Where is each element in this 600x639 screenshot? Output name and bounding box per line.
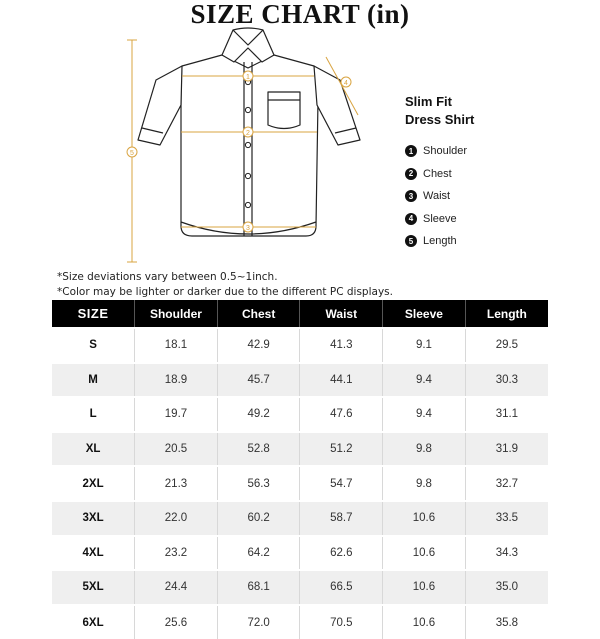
product-type: Dress Shirt — [405, 112, 475, 127]
legend-label: Shoulder — [423, 145, 468, 158]
header-shoulder: Shoulder — [135, 300, 218, 328]
shirt-diagram — [0, 0, 600, 270]
legend-item-length — [405, 230, 467, 253]
cell-shoulder: 19.7 — [135, 397, 218, 432]
header-length: Length — [465, 300, 548, 328]
cell-chest: 45.7 — [217, 363, 300, 398]
measurement-legend — [405, 140, 467, 253]
size-notes — [57, 270, 393, 300]
table-row — [52, 397, 548, 432]
cell-shoulder: 18.1 — [135, 328, 218, 363]
legend-item-waist — [405, 185, 467, 208]
cell-length: 32.7 — [465, 466, 548, 501]
cell-length: 31.9 — [465, 432, 548, 467]
cell-shoulder: 18.9 — [135, 363, 218, 398]
table-row — [52, 432, 548, 467]
cell-chest: 56.3 — [217, 466, 300, 501]
table-row — [52, 605, 548, 639]
note-size-deviation: *Size deviations vary between 0.5~1inch. — [57, 271, 278, 283]
cell-sleeve: 9.4 — [383, 363, 466, 398]
cell-length: 29.5 — [465, 328, 548, 363]
cell-waist: 44.1 — [300, 363, 383, 398]
cell-sleeve: 9.8 — [383, 466, 466, 501]
marker-1 — [243, 71, 253, 81]
cell-length: 30.3 — [465, 363, 548, 398]
marker-4 — [341, 77, 351, 87]
cell-length: 35.0 — [465, 570, 548, 605]
cell-waist: 54.7 — [300, 466, 383, 501]
cell-size: XL — [52, 432, 135, 467]
legend-number-badge: 2 — [405, 168, 417, 180]
cell-sleeve: 10.6 — [383, 570, 466, 605]
cell-length: 34.3 — [465, 536, 548, 571]
cell-chest: 72.0 — [217, 605, 300, 639]
table-row — [52, 363, 548, 398]
cell-chest: 68.1 — [217, 570, 300, 605]
cell-shoulder: 21.3 — [135, 466, 218, 501]
table-header-row — [52, 300, 548, 328]
cell-size: 3XL — [52, 501, 135, 536]
cell-size: 5XL — [52, 570, 135, 605]
legend-label: Length — [423, 235, 457, 248]
legend-label: Chest — [423, 167, 452, 180]
cell-waist: 66.5 — [300, 570, 383, 605]
cell-length: 35.8 — [465, 605, 548, 639]
cell-shoulder: 24.4 — [135, 570, 218, 605]
cell-sleeve: 9.8 — [383, 432, 466, 467]
marker-3 — [243, 222, 253, 232]
legend-number-badge: 1 — [405, 145, 417, 157]
cell-chest: 60.2 — [217, 501, 300, 536]
cell-sleeve: 9.4 — [383, 397, 466, 432]
cell-length: 33.5 — [465, 501, 548, 536]
table-row — [52, 501, 548, 536]
cell-chest: 52.8 — [217, 432, 300, 467]
cell-size: M — [52, 363, 135, 398]
cell-chest: 49.2 — [217, 397, 300, 432]
cell-sleeve: 10.6 — [383, 605, 466, 639]
size-table — [52, 300, 548, 639]
product-fit: Slim Fit — [405, 94, 452, 109]
svg-text:4: 4 — [344, 80, 348, 87]
marker-2 — [243, 127, 253, 137]
page-title: SIZE CHART (in) — [190, 0, 410, 29]
cell-sleeve: 10.6 — [383, 501, 466, 536]
cell-size: L — [52, 397, 135, 432]
cell-shoulder: 20.5 — [135, 432, 218, 467]
marker-5 — [127, 147, 137, 157]
header-size: SIZE — [52, 300, 135, 328]
cell-size: 4XL — [52, 536, 135, 571]
legend-number-badge: 5 — [405, 235, 417, 247]
cell-size: 2XL — [52, 466, 135, 501]
cell-waist: 41.3 — [300, 328, 383, 363]
table-row — [52, 570, 548, 605]
cell-shoulder: 22.0 — [135, 501, 218, 536]
table-row — [52, 328, 548, 363]
cell-shoulder: 25.6 — [135, 605, 218, 639]
header-sleeve: Sleeve — [383, 300, 466, 328]
cell-chest: 42.9 — [217, 328, 300, 363]
legend-label: Sleeve — [423, 212, 457, 225]
cell-waist: 51.2 — [300, 432, 383, 467]
svg-text:1: 1 — [246, 74, 250, 81]
cell-waist: 62.6 — [300, 536, 383, 571]
cell-waist: 70.5 — [300, 605, 383, 639]
cell-sleeve: 9.1 — [383, 328, 466, 363]
legend-item-sleeve — [405, 208, 467, 231]
legend-number-badge: 3 — [405, 190, 417, 202]
header-waist: Waist — [300, 300, 383, 328]
table-row — [52, 466, 548, 501]
header-chest: Chest — [217, 300, 300, 328]
svg-text:3: 3 — [246, 225, 250, 232]
legend-label: Waist — [423, 190, 451, 203]
cell-length: 31.1 — [465, 397, 548, 432]
legend-item-shoulder — [405, 140, 467, 163]
cell-waist: 47.6 — [300, 397, 383, 432]
legend-number-badge: 4 — [405, 213, 417, 225]
cell-chest: 64.2 — [217, 536, 300, 571]
cell-size: S — [52, 328, 135, 363]
cell-size: 6XL — [52, 605, 135, 639]
cell-shoulder: 23.2 — [135, 536, 218, 571]
product-name — [405, 93, 474, 129]
svg-text:5: 5 — [130, 150, 134, 157]
svg-text:2: 2 — [246, 130, 250, 137]
legend-item-chest — [405, 163, 467, 186]
cell-waist: 58.7 — [300, 501, 383, 536]
note-color-display: *Color may be lighter or darker due to the different PC displays. — [57, 286, 393, 298]
table-row — [52, 536, 548, 571]
cell-sleeve: 10.6 — [383, 536, 466, 571]
